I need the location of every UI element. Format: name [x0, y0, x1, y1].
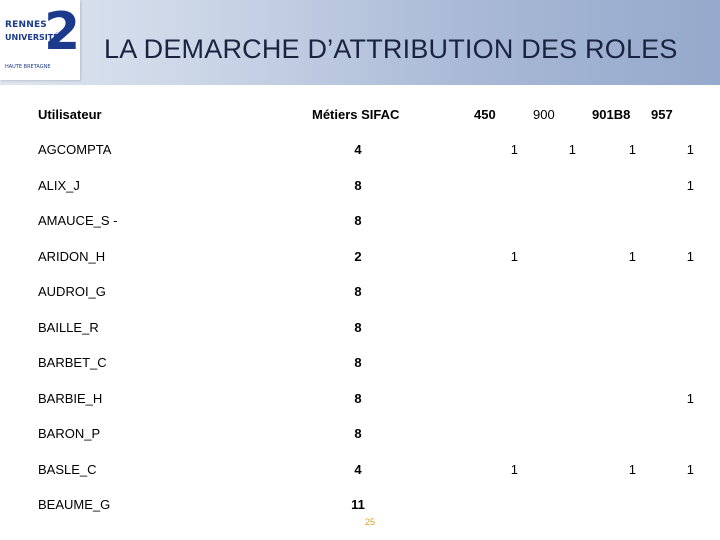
cell-957: 1 — [686, 462, 694, 477]
header-utilisateur: Utilisateur — [38, 107, 102, 122]
slide-title: LA DEMARCHE D’ATTRIBUTION DES ROLES — [104, 34, 678, 64]
cell-450: 1 — [510, 462, 518, 477]
cell-metiers: 2 — [354, 249, 362, 264]
logo-text-rennes: RENNES — [5, 20, 47, 30]
cell-utilisateur: BASLE_C — [38, 462, 97, 477]
cell-metiers: 8 — [354, 213, 362, 228]
cell-utilisateur: AGCOMPTA — [38, 142, 112, 157]
cell-metiers: 11 — [351, 497, 365, 512]
cell-utilisateur: AUDROI_G — [38, 284, 106, 299]
cell-utilisateur: BEAUME_G — [38, 497, 111, 512]
cell-metiers: 4 — [354, 462, 362, 477]
cell-utilisateur: AMAUCE_S - — [38, 213, 118, 228]
page-number: 25 — [364, 517, 375, 527]
cell-metiers: 8 — [354, 320, 362, 335]
cell-957: 1 — [686, 391, 694, 406]
header-450: 450 — [474, 107, 496, 122]
cell-metiers: 8 — [354, 391, 362, 406]
cell-901b8: 1 — [628, 142, 636, 157]
header-metiers-sifac: Métiers SIFAC — [312, 107, 400, 122]
header-900: 900 — [533, 107, 555, 122]
university-logo — [0, 0, 80, 80]
cell-utilisateur: ARIDON_H — [38, 249, 106, 264]
cell-metiers: 8 — [354, 284, 362, 299]
cell-957: 1 — [686, 142, 694, 157]
cell-901b8: 1 — [628, 249, 636, 264]
cell-900: 1 — [568, 142, 576, 157]
cell-utilisateur: BARON_P — [38, 426, 101, 441]
header-957: 957 — [651, 107, 673, 122]
cell-metiers: 8 — [354, 426, 362, 441]
logo-text-haute-bretagne: HAUTE BRETAGNE — [5, 64, 51, 70]
cell-metiers: 8 — [354, 355, 362, 370]
cell-metiers: 8 — [354, 178, 362, 193]
cell-450: 1 — [510, 142, 518, 157]
cell-metiers: 4 — [354, 142, 362, 157]
header-901b8: 901B8 — [592, 107, 631, 122]
cell-901b8: 1 — [628, 462, 636, 477]
cell-utilisateur: BAILLE_R — [38, 320, 99, 335]
logo-number: 2 — [44, 2, 81, 62]
cell-957: 1 — [686, 178, 694, 193]
cell-utilisateur: BARBIE_H — [38, 391, 103, 406]
cell-450: 1 — [510, 249, 518, 264]
slide-header — [0, 0, 720, 85]
logo-text-universite: UNIVERSITÉ — [5, 33, 59, 42]
cell-utilisateur: BARBET_C — [38, 355, 107, 370]
cell-957: 1 — [686, 249, 694, 264]
cell-utilisateur: ALIX_J — [38, 178, 80, 193]
